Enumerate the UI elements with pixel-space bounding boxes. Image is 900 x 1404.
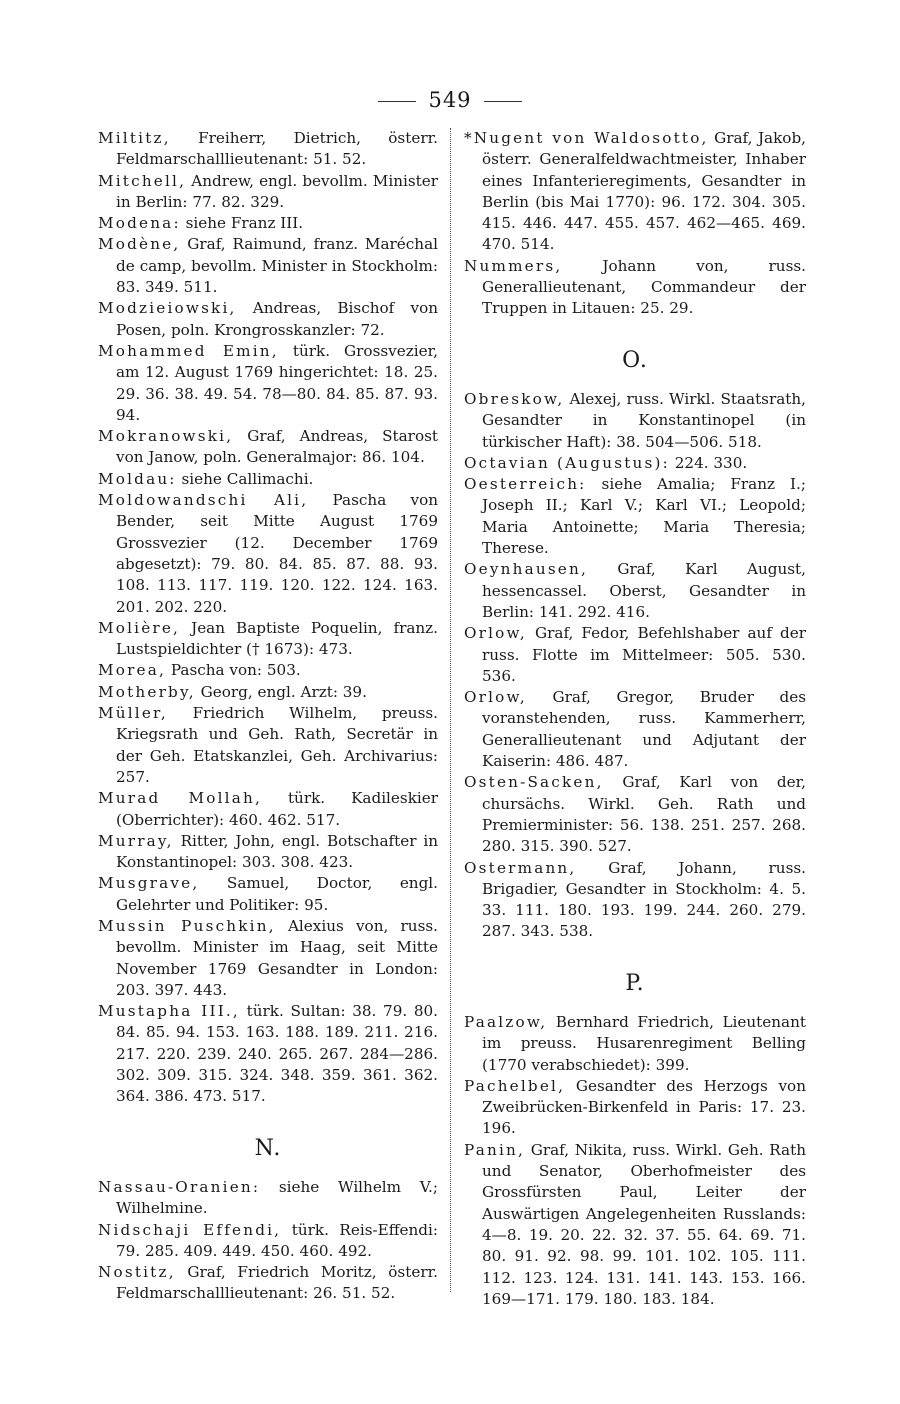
index-entry bbox=[98, 469, 438, 490]
entry-text: siehe Amalia; Franz I.; Joseph II.; Karl V.; Karl VI.; Leopold; Maria Antoinette; Maria Theresia; Therese. bbox=[482, 475, 806, 558]
index-entry bbox=[98, 831, 438, 874]
entry-name: Moldau: bbox=[98, 469, 177, 488]
index-entry bbox=[464, 474, 806, 559]
index-entry bbox=[98, 873, 438, 916]
index-entry bbox=[98, 703, 438, 788]
entry-name: Panin, bbox=[464, 1140, 526, 1159]
entry-name: Orlow, bbox=[464, 688, 527, 707]
index-entry bbox=[98, 298, 438, 341]
entry-name: Orlow, bbox=[464, 624, 527, 643]
entry-text: Alexius von, russ. bevollm. Minister im Haag, seit Mitte November 1769 Gesandter in London: 203. 397. 443. bbox=[116, 916, 438, 999]
section-heading-p: P. bbox=[625, 970, 645, 996]
index-entry bbox=[98, 682, 438, 703]
entry-text: Georg, engl. Arzt: 39. bbox=[195, 682, 367, 701]
index-entry bbox=[464, 858, 806, 943]
entry-text: Pascha von: 503. bbox=[166, 661, 301, 680]
entry-text: siehe Callimachi. bbox=[176, 469, 314, 488]
page-number: 549 bbox=[428, 88, 472, 112]
entry-name: Molière, bbox=[98, 618, 181, 637]
entry-text: Bernhard Friedrich, Lieutenant im preuss. Husarenregiment Belling (1770 verabschiedet): 399. bbox=[482, 1012, 806, 1074]
m-entries bbox=[98, 128, 438, 1108]
index-entry bbox=[98, 1001, 438, 1107]
entry-name: Oesterreich: bbox=[464, 475, 587, 494]
entry-name: Motherby, bbox=[98, 682, 196, 701]
entry-name: Morea, bbox=[98, 661, 167, 680]
entry-text: Graf, Nikita, russ. Wirkl. Geh. Rath und Senator, Oberhofmeister des Grossfürsten Paul, Leiter der Auswärtigen Angelegenheiten Russlands: 4—8. 19. 20. 22. 32. 37. 55. 64. 69. 71. 80. 91. 92. 98. 99. 101. 102. 105. 111. 112. 123. 124. 131. 141. 143. 153. 166. 169—171. 179. 180. 183. 184. bbox=[482, 1140, 806, 1308]
index-entry bbox=[464, 559, 806, 623]
entry-text: türk. Kadileskier (Oberrichter): 460. 462. 517. bbox=[116, 789, 438, 829]
entry-name: Mohammed Emin, bbox=[98, 341, 279, 360]
entry-name: Murad Mollah, bbox=[98, 789, 262, 808]
o-entries bbox=[464, 389, 806, 943]
entry-name: Oeynhausen, bbox=[464, 560, 589, 579]
index-entry bbox=[464, 389, 806, 453]
index-entry bbox=[98, 1220, 438, 1263]
n-entries-continued bbox=[464, 128, 806, 320]
entry-text: siehe Franz III. bbox=[180, 214, 304, 233]
entry-text: Andreas, Bischof von Posen, poln. Krongrosskanzler: 72. bbox=[116, 299, 438, 339]
index-entry bbox=[98, 618, 438, 661]
index-entry bbox=[98, 1262, 438, 1305]
column-divider bbox=[450, 128, 451, 1292]
entry-name: Octavian (Augustus): bbox=[464, 453, 670, 472]
index-entry bbox=[464, 772, 806, 857]
entry-name: Paalzow, bbox=[464, 1012, 548, 1031]
entry-text: Johann von, russ. Generallieutenant, Commandeur der Truppen in Litauen: 25. 29. bbox=[482, 256, 806, 318]
entry-text: Freiherr, Dietrich, österr. Feldmarschalllieutenant: 51. 52. bbox=[116, 129, 438, 169]
n-entries bbox=[98, 1177, 438, 1305]
left-column bbox=[98, 128, 438, 1305]
entry-name: Mussin Puschkin, bbox=[98, 916, 276, 935]
entry-name: Modène, bbox=[98, 235, 181, 254]
index-entry bbox=[98, 234, 438, 298]
entry-name: Modzieiowski, bbox=[98, 299, 237, 318]
entry-text: Graf, Jakob, österr. Generalfeldwachtmeister, Inhaber eines Infanterieregiments, Gesandter in Berlin (bis Mai 1770): 96. 172. 304. 305. 415. 446. 447. 455. 457. 462—465. 469. 470. 514. bbox=[482, 129, 806, 254]
entry-text: Graf, Friedrich Moritz, österr. Feldmarschalllieutenant: 26. 51. 52. bbox=[116, 1263, 438, 1303]
entry-name: Pachelbel, bbox=[464, 1076, 566, 1095]
header-rule-left bbox=[378, 101, 416, 102]
index-entry bbox=[464, 1012, 806, 1076]
index-entry bbox=[98, 916, 438, 1001]
entry-text: Alexej, russ. Wirkl. Staatsrath, Gesandter in Konstantinopel (in türkischer Haft): 38. 504—506. 518. bbox=[482, 389, 806, 451]
index-entry bbox=[98, 1177, 438, 1220]
entry-text: Pascha von Bender, seit Mitte August 1769 Grossvezier (12. December 1769 abgesetzt): 79. 80. 84. 85. 87. 88. 93. 108. 113. 117. 119. 120. 122. 124. 163. 201. 202. 220. bbox=[116, 491, 439, 616]
entry-text: türk. Grossvezier, am 12. August 1769 hingerichtet: 18. 25. 29. 36. 38. 49. 54. 78—80. 84. 85. 87. 93. 94. bbox=[116, 341, 438, 424]
index-entry bbox=[98, 128, 438, 171]
entry-name: Nassau-Oranien: bbox=[98, 1177, 261, 1196]
entry-name: Modena: bbox=[98, 214, 181, 233]
entry-name: Obreskow, bbox=[464, 389, 565, 408]
entry-text: Gesandter des Herzogs von Zweibrücken-Birkenfeld in Paris: 17. 23. 196. bbox=[482, 1076, 806, 1138]
entry-name: Mokranowski, bbox=[98, 427, 234, 446]
index-entry bbox=[98, 171, 438, 214]
entry-text: 224. 330. bbox=[669, 453, 748, 472]
entry-name: *Nugent von Waldosotto, bbox=[464, 129, 709, 147]
entry-text: Graf, Karl von der, chursächs. Wirkl. Geh. Rath und Premierminister: 56. 138. 251. 257. 268. 280. 315. 390. 527. bbox=[482, 773, 806, 856]
entry-text: Graf, Raimund, franz. Maréchal de camp, bevollm. Minister in Stockholm: 83. 349. 511. bbox=[116, 235, 438, 297]
entry-text: Graf, Andreas, Starost von Janow, poln. Generalmajor: 86. 104. bbox=[116, 427, 438, 467]
index-entry bbox=[98, 788, 438, 831]
entry-text: Friedrich Wilhelm, preuss. Kriegsrath und Geh. Rath, Secretär in der Geh. Etatskanzlei, Geh. Archivarius: 257. bbox=[116, 704, 438, 786]
entry-text: Samuel, Doctor, engl. Gelehrter und Politiker: 95. bbox=[116, 874, 438, 914]
entry-name: Mustapha III., bbox=[98, 1002, 240, 1021]
section-heading-n: N. bbox=[254, 1135, 282, 1161]
entry-name: Miltitz, bbox=[98, 129, 171, 147]
p-entries bbox=[464, 1012, 806, 1310]
entry-name: Nummers, bbox=[464, 256, 563, 275]
index-entry bbox=[98, 660, 438, 681]
index-entry bbox=[98, 490, 438, 618]
right-column bbox=[464, 128, 806, 1310]
entry-name: Nidschaji Effendi, bbox=[98, 1220, 282, 1239]
entry-text: Graf, Johann, russ. Brigadier, Gesandter in Stockholm: 4. 5. 33. 111. 180. 193. 199. 244. 260. 279. 287. 343. 538. bbox=[482, 858, 806, 941]
entry-text: Andrew, engl. bevollm. Minister in Berlin: 77. 82. 329. bbox=[116, 171, 438, 211]
entry-name: Musgrave, bbox=[98, 874, 200, 893]
index-entry bbox=[464, 1076, 806, 1140]
entry-text: Graf, Karl August, hessencassel. Oberst, Gesandter in Berlin: 141. 292. 416. bbox=[482, 560, 806, 621]
entry-text: Ritter, John, engl. Botschafter in Konstantinopel: 303. 308. 423. bbox=[116, 831, 438, 872]
entry-name: Moldowandschi Ali, bbox=[98, 491, 309, 510]
index-entry bbox=[464, 623, 806, 687]
entry-name: Murray, bbox=[98, 831, 174, 850]
entry-text: Graf, Gregor, Bruder des voranstehenden, russ. Kammerherr, Generallieutenant und Adjutant der Kaiserin: 486. 487. bbox=[482, 688, 806, 771]
entry-text: Jean Baptiste Poquelin, franz. Lustspieldichter († 1673): 473. bbox=[116, 618, 438, 659]
section-heading-o: O. bbox=[622, 347, 648, 373]
entry-text: siehe Wilhelm V.; Wilhelmine. bbox=[116, 1177, 438, 1218]
index-entry bbox=[464, 687, 806, 772]
entry-name: Osten-Sacken, bbox=[464, 773, 604, 792]
entry-name: Müller, bbox=[98, 704, 168, 723]
index-entry bbox=[464, 1140, 806, 1310]
index-entry bbox=[98, 341, 438, 426]
index-entry bbox=[464, 256, 806, 320]
index-entry bbox=[464, 128, 806, 256]
index-entry bbox=[464, 453, 806, 474]
entry-text: türk. Sultan: 38. 79. 80. 84. 85. 94. 153. 163. 188. 189. 211. 216. 217. 220. 239. 240. 265. 267. 284—286. 302. 309. 315. 324. 348. 359. 361. 362. 364. 386. 473. 517. bbox=[116, 1002, 439, 1106]
entry-name: Ostermann, bbox=[464, 858, 577, 877]
index-entry bbox=[98, 213, 438, 234]
header-rule-right bbox=[484, 101, 522, 102]
index-entry bbox=[98, 426, 438, 469]
entry-text: türk. Reis-Effendi: 79. 285. 409. 449. 450. 460. 492. bbox=[116, 1220, 438, 1260]
entry-text: Graf, Fedor, Befehlshaber auf der russ. Flotte im Mittelmeer: 505. 530. 536. bbox=[482, 624, 806, 685]
page-header bbox=[0, 88, 900, 112]
entry-name: Nostitz, bbox=[98, 1263, 176, 1282]
entry-name: Mitchell, bbox=[98, 171, 187, 190]
